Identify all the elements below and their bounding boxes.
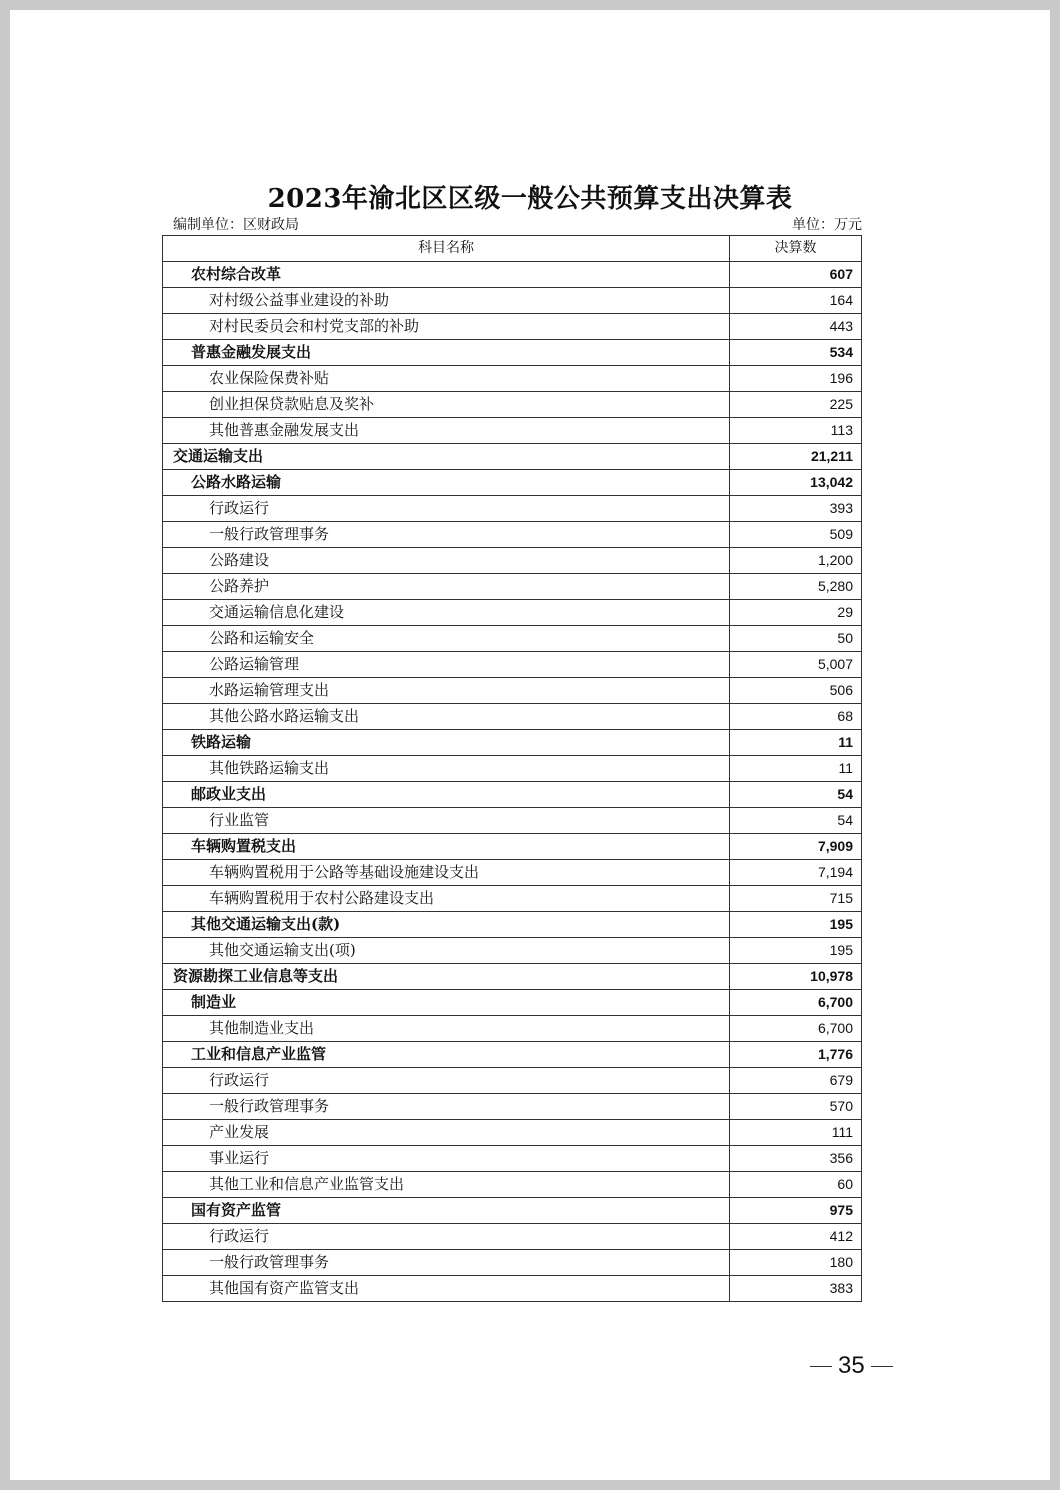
row-final-amount: 60	[730, 1172, 862, 1198]
table-row	[163, 1224, 862, 1250]
row-final-amount: 54	[730, 782, 862, 808]
row-item-name: 一般行政管理事务	[163, 1094, 730, 1120]
row-item-name: 行政运行	[163, 1224, 730, 1250]
page-number-right-dash	[871, 1366, 893, 1367]
row-final-amount: 180	[730, 1250, 862, 1276]
row-final-amount: 50	[730, 626, 862, 652]
row-final-amount: 509	[730, 522, 862, 548]
row-final-amount: 195	[730, 912, 862, 938]
table-row	[163, 1120, 862, 1146]
row-final-amount: 607	[730, 262, 862, 288]
table-row	[163, 366, 862, 392]
table-row	[163, 1068, 862, 1094]
row-item-name: 其他普惠金融发展支出	[163, 418, 730, 444]
row-final-amount: 534	[730, 340, 862, 366]
table-row	[163, 886, 862, 912]
row-item-name: 车辆购置税用于农村公路建设支出	[163, 886, 730, 912]
table-row	[163, 1016, 862, 1042]
row-item-name: 国有资产监管	[163, 1198, 730, 1224]
row-final-amount: 570	[730, 1094, 862, 1120]
row-final-amount: 356	[730, 1146, 862, 1172]
row-final-amount: 29	[730, 600, 862, 626]
row-item-name: 铁路运输	[163, 730, 730, 756]
header-item-name: 科目名称	[163, 236, 730, 262]
row-final-amount: 54	[730, 808, 862, 834]
table-row	[163, 730, 862, 756]
row-final-amount: 6,700	[730, 1016, 862, 1042]
table-row	[163, 574, 862, 600]
table-row	[163, 808, 862, 834]
row-final-amount: 393	[730, 496, 862, 522]
row-final-amount: 383	[730, 1276, 862, 1302]
row-item-name: 公路水路运输	[163, 470, 730, 496]
table-row	[163, 1042, 862, 1068]
table-row	[163, 678, 862, 704]
table-row	[163, 834, 862, 860]
row-item-name: 水路运输管理支出	[163, 678, 730, 704]
document-page	[10, 10, 1050, 1480]
table-row	[163, 288, 862, 314]
row-item-name: 工业和信息产业监管	[163, 1042, 730, 1068]
row-item-name: 一般行政管理事务	[163, 1250, 730, 1276]
row-item-name: 交通运输信息化建设	[163, 600, 730, 626]
table-row	[163, 496, 862, 522]
table-row	[163, 262, 862, 288]
row-item-name: 行业监管	[163, 808, 730, 834]
row-final-amount: 443	[730, 314, 862, 340]
table-row	[163, 1146, 862, 1172]
row-final-amount: 1,776	[730, 1042, 862, 1068]
table-row	[163, 392, 862, 418]
table-row	[163, 912, 862, 938]
row-item-name: 其他公路水路运输支出	[163, 704, 730, 730]
row-item-name: 交通运输支出	[163, 444, 730, 470]
row-item-name: 公路和运输安全	[163, 626, 730, 652]
row-final-amount: 195	[730, 938, 862, 964]
row-item-name: 其他交通运输支出(项)	[163, 938, 730, 964]
table-row	[163, 652, 862, 678]
table-row	[163, 522, 862, 548]
row-item-name: 其他国有资产监管支出	[163, 1276, 730, 1302]
table-row	[163, 756, 862, 782]
row-final-amount: 715	[730, 886, 862, 912]
row-final-amount: 506	[730, 678, 862, 704]
row-item-name: 邮政业支出	[163, 782, 730, 808]
row-item-name: 车辆购置税支出	[163, 834, 730, 860]
row-item-name: 产业发展	[163, 1120, 730, 1146]
row-final-amount: 11	[730, 756, 862, 782]
row-item-name: 公路养护	[163, 574, 730, 600]
currency-unit: 单位：万元	[792, 217, 862, 233]
table-row	[163, 1276, 862, 1302]
row-item-name: 车辆购置税用于公路等基础设施建设支出	[163, 860, 730, 886]
row-item-name: 农业保险保费补贴	[163, 366, 730, 392]
page-number	[810, 1352, 893, 1380]
row-item-name: 其他铁路运输支出	[163, 756, 730, 782]
header-final-amount: 决算数	[730, 236, 862, 262]
table-row	[163, 314, 862, 340]
row-final-amount: 7,909	[730, 834, 862, 860]
row-final-amount: 113	[730, 418, 862, 444]
row-final-amount: 164	[730, 288, 862, 314]
table-row	[163, 782, 862, 808]
row-item-name: 资源勘探工业信息等支出	[163, 964, 730, 990]
row-item-name: 农村综合改革	[163, 262, 730, 288]
row-final-amount: 13,042	[730, 470, 862, 496]
row-final-amount: 196	[730, 366, 862, 392]
table-body	[163, 262, 862, 1302]
table-row	[163, 600, 862, 626]
row-final-amount: 679	[730, 1068, 862, 1094]
row-final-amount: 21,211	[730, 444, 862, 470]
table-row	[163, 964, 862, 990]
row-item-name: 创业担保贷款贴息及奖补	[163, 392, 730, 418]
table-row	[163, 704, 862, 730]
table-row	[163, 470, 862, 496]
table-row	[163, 990, 862, 1016]
row-final-amount: 5,007	[730, 652, 862, 678]
row-final-amount: 1,200	[730, 548, 862, 574]
document-title: 2023年渝北区区级一般公共预算支出决算表	[267, 184, 793, 214]
table-row	[163, 1250, 862, 1276]
row-item-name: 制造业	[163, 990, 730, 1016]
table-row	[163, 1172, 862, 1198]
row-final-amount: 975	[730, 1198, 862, 1224]
table-header-row	[163, 236, 862, 262]
row-final-amount: 5,280	[730, 574, 862, 600]
row-item-name: 行政运行	[163, 496, 730, 522]
row-item-name: 其他交通运输支出(款)	[163, 912, 730, 938]
row-final-amount: 6,700	[730, 990, 862, 1016]
table-row	[163, 626, 862, 652]
row-item-name: 对村民委员会和村党支部的补助	[163, 314, 730, 340]
row-item-name: 其他制造业支出	[163, 1016, 730, 1042]
row-item-name: 事业运行	[163, 1146, 730, 1172]
table-row	[163, 860, 862, 886]
table-row	[163, 548, 862, 574]
row-item-name: 一般行政管理事务	[163, 522, 730, 548]
row-final-amount: 225	[730, 392, 862, 418]
table-row	[163, 418, 862, 444]
row-final-amount: 7,194	[730, 860, 862, 886]
expenditure-table	[162, 235, 862, 1302]
row-final-amount: 111	[730, 1120, 862, 1146]
table-row	[163, 1094, 862, 1120]
row-item-name: 其他工业和信息产业监管支出	[163, 1172, 730, 1198]
row-final-amount: 68	[730, 704, 862, 730]
row-item-name: 对村级公益事业建设的补助	[163, 288, 730, 314]
table-row	[163, 938, 862, 964]
row-item-name: 普惠金融发展支出	[163, 340, 730, 366]
row-final-amount: 412	[730, 1224, 862, 1250]
table-row	[163, 1198, 862, 1224]
row-final-amount: 10,978	[730, 964, 862, 990]
row-final-amount: 11	[730, 730, 862, 756]
row-item-name: 公路运输管理	[163, 652, 730, 678]
table-row	[163, 444, 862, 470]
table-row	[163, 340, 862, 366]
row-item-name: 公路建设	[163, 548, 730, 574]
page-number-text: 35	[838, 1352, 865, 1379]
page-number-left-dash	[810, 1366, 832, 1367]
compiling-unit: 编制单位：区财政局	[173, 217, 299, 233]
row-item-name: 行政运行	[163, 1068, 730, 1094]
